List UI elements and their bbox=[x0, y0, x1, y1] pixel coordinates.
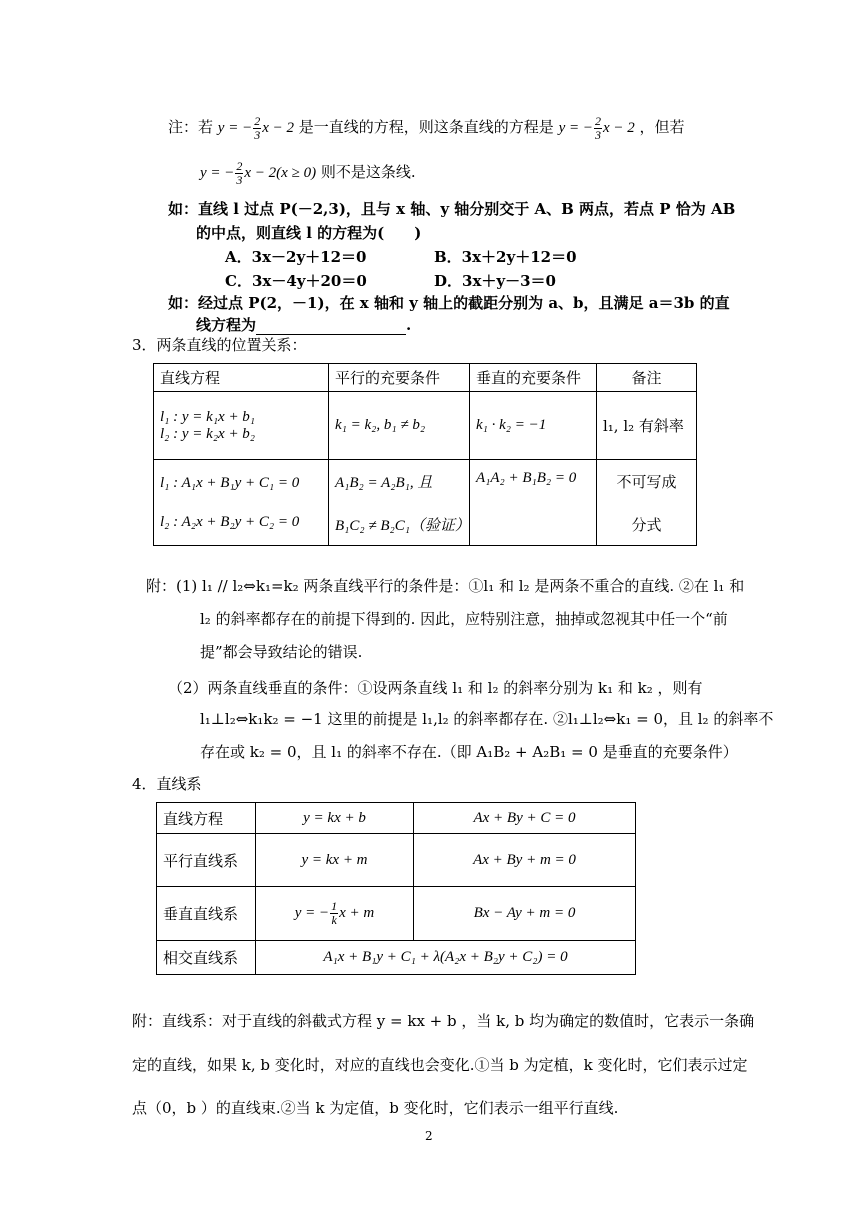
appendix1-line6: 存在或 k₂ = 0，且 l₁ 的斜率不存在.（即 A₁B₂ + A₂B₁ = 0 是垂直的充要条件） bbox=[200, 743, 738, 761]
row2-equations bbox=[154, 460, 329, 546]
section3-title: 3．两条直线的位置关系： bbox=[132, 336, 307, 354]
row1-parallel: k₁ = k₂, b₁ ≠ b₂ bbox=[329, 392, 470, 460]
page-number: 2 bbox=[425, 1129, 433, 1143]
perp-frac bbox=[330, 900, 338, 927]
answer-blank bbox=[256, 320, 406, 335]
appendix1-line1: 附：(1) l₁ // l₂⇔k₁=k₂ 两条直线平行的条件是：①l₁ 和 l₂ 是两条不重合的直线. ②在 l₁ 和 bbox=[146, 577, 745, 595]
appendix2-line2: 定的直线，如果 k, b 变化时，对应的直线也会变化.①当 b 为定植，k 变化时，它们表示过定 bbox=[132, 1056, 748, 1074]
appendix1-line5: l₁⊥l₂⇔k₁k₂ = −1 这里的前提是 l₁,l₂ 的斜率都存在. ②l₁⊥l₂⇔k₁ = 0，且 l₂ 的斜率不 bbox=[200, 710, 774, 728]
note-line-1 bbox=[168, 115, 685, 142]
example2-prefix: 线方程为 bbox=[196, 316, 257, 334]
eq3-a: y = − bbox=[200, 164, 235, 181]
example1-option-c: C．3x－4y＋20＝0 bbox=[225, 272, 367, 290]
header-note: 备注 bbox=[597, 364, 697, 392]
row1-eq2: l₂ : y = k₂x + b₂ bbox=[160, 425, 256, 442]
row2-eq1: l₁ : A₁x + B₁y + C₁ = 0 bbox=[160, 474, 300, 491]
row1-note: l₁, l₂ 有斜率 bbox=[597, 392, 697, 460]
example2-suffix: . bbox=[406, 316, 412, 334]
family-general-form: Ax + By + C = 0 bbox=[414, 803, 636, 834]
family-general-form: Ax + By + m = 0 bbox=[414, 834, 636, 887]
row1-equations bbox=[154, 392, 329, 460]
note-eq2 bbox=[558, 114, 635, 142]
example1-option-d: D．3x＋y－3＝0 bbox=[434, 272, 556, 290]
row2-parallel1: A₁B₂ = A₂B₁, 且 bbox=[335, 474, 433, 491]
table-row bbox=[157, 887, 636, 941]
row2-note1: 不可写成 bbox=[616, 472, 677, 491]
example1-line2: 的中点，则直线 l 的方程为( ) bbox=[196, 224, 422, 242]
table-row bbox=[157, 834, 636, 887]
note-eq1 bbox=[217, 114, 294, 142]
relation-table bbox=[153, 363, 697, 546]
note-eq3 bbox=[200, 159, 317, 187]
eq2-a: y = − bbox=[558, 119, 593, 136]
row2-note2: 分式 bbox=[631, 515, 662, 534]
eq1-frac bbox=[253, 115, 261, 142]
section4-title: 4．直线系 bbox=[132, 775, 202, 793]
table-row bbox=[154, 460, 697, 546]
eq1-b: x − 2 bbox=[262, 119, 294, 136]
row2-parallel2: B₁C₂ ≠ B₂C₁（验证） bbox=[335, 517, 470, 534]
example1-option-b: B．3x＋2y＋12＝0 bbox=[434, 248, 577, 266]
example2-line1: 如：经过点 P(2，－1)，在 x 轴和 y 轴上的截距分别为 a、b，且满足 a＝3b 的直 bbox=[168, 294, 730, 312]
appendix2-line3: 点（0，b ）的直线束.②当 k 为定值，b 变化时，它们表示一组平行直线. bbox=[132, 1099, 619, 1117]
eq2-b: x − 2 bbox=[602, 119, 635, 136]
appendix2-line1: 附：直线系：对于直线的斜截式方程 y = kx + b ，当 k, b 均为确定的数值时，它表示一条确 bbox=[132, 1012, 755, 1030]
eq1-num: 2 bbox=[254, 114, 261, 128]
family-slope-form: y = kx + b bbox=[256, 803, 414, 834]
row1-eq1: l₁ : y = k₁x + b₁ bbox=[160, 408, 256, 425]
eq3-den: 3 bbox=[236, 173, 243, 187]
row1-perpendicular: k₁ · k₂ = −1 bbox=[470, 392, 597, 460]
example2-line2 bbox=[196, 314, 411, 335]
family-general-form: Bx − Ay + m = 0 bbox=[414, 887, 636, 941]
family-slope-form: y = kx + m bbox=[256, 834, 414, 887]
eq3-frac bbox=[235, 160, 243, 187]
family-label: 平行直线系 bbox=[157, 834, 256, 887]
note-end: 则不是这条线. bbox=[320, 162, 416, 181]
row2-perp: A₁A₂ + B₁B₂ = 0 bbox=[476, 470, 577, 486]
appendix1-line2: l₂ 的斜率都存在的前提下得到的. 因此，应特别注意，抽掉或忽视其中任一个“前 bbox=[200, 610, 728, 628]
line-family-table bbox=[156, 802, 636, 975]
note-line-2 bbox=[200, 160, 416, 187]
family-label: 垂直直线系 bbox=[157, 887, 256, 941]
eq1-a: y = − bbox=[217, 119, 253, 136]
header-perpendicular: 垂直的充要条件 bbox=[470, 364, 597, 392]
example1-line1: 如：直线 l 过点 P(－2,3)，且与 x 轴、y 轴分别交于 A、B 两点，若点 P 恰为 AB bbox=[168, 200, 736, 218]
header-parallel: 平行的充要条件 bbox=[329, 364, 470, 392]
eq2-den: 3 bbox=[594, 128, 601, 142]
family-slope-form bbox=[256, 887, 414, 941]
example1-option-a: A．3x－2y＋12＝0 bbox=[225, 248, 367, 266]
perp-eq-b: x + m bbox=[339, 904, 375, 921]
eq2-frac bbox=[594, 115, 602, 142]
eq2-num: 2 bbox=[594, 114, 601, 128]
eq3-num: 2 bbox=[236, 159, 243, 173]
row2-perpendicular bbox=[470, 460, 597, 546]
table-row bbox=[154, 392, 697, 460]
table-header-row bbox=[154, 364, 697, 392]
row2-note bbox=[597, 460, 697, 546]
note-mid: 是一直线的方程，则这条直线的方程是 bbox=[298, 117, 554, 136]
perp-den: k bbox=[331, 913, 337, 927]
family-intersect-form: A₁x + B₁y + C₁ + λ(A₂x + B₂y + C₂) = 0 bbox=[256, 941, 636, 975]
family-label: 直线方程 bbox=[157, 803, 256, 834]
row2-eq2: l₂ : A₂x + B₂y + C₂ = 0 bbox=[160, 513, 300, 530]
eq3-b: x − 2(x ≥ 0) bbox=[244, 164, 317, 181]
header-equation: 直线方程 bbox=[154, 364, 329, 392]
appendix1-line4: （2）两条直线垂直的条件：①设两条直线 l₁ 和 l₂ 的斜率分别为 k₁ 和 k₂ ，则有 bbox=[168, 679, 703, 697]
table-row bbox=[157, 803, 636, 834]
family-label: 相交直线系 bbox=[157, 941, 256, 975]
note-tail: ，但若 bbox=[639, 117, 685, 136]
table-row bbox=[157, 941, 636, 975]
appendix1-line3: 提”都会导致结论的错误. bbox=[200, 643, 363, 661]
eq1-den: 3 bbox=[254, 128, 261, 142]
row2-parallel bbox=[329, 460, 470, 546]
perp-eq-a: y = − bbox=[294, 904, 330, 921]
perp-num: 1 bbox=[331, 899, 338, 913]
note-prefix: 注：若 bbox=[168, 117, 214, 136]
